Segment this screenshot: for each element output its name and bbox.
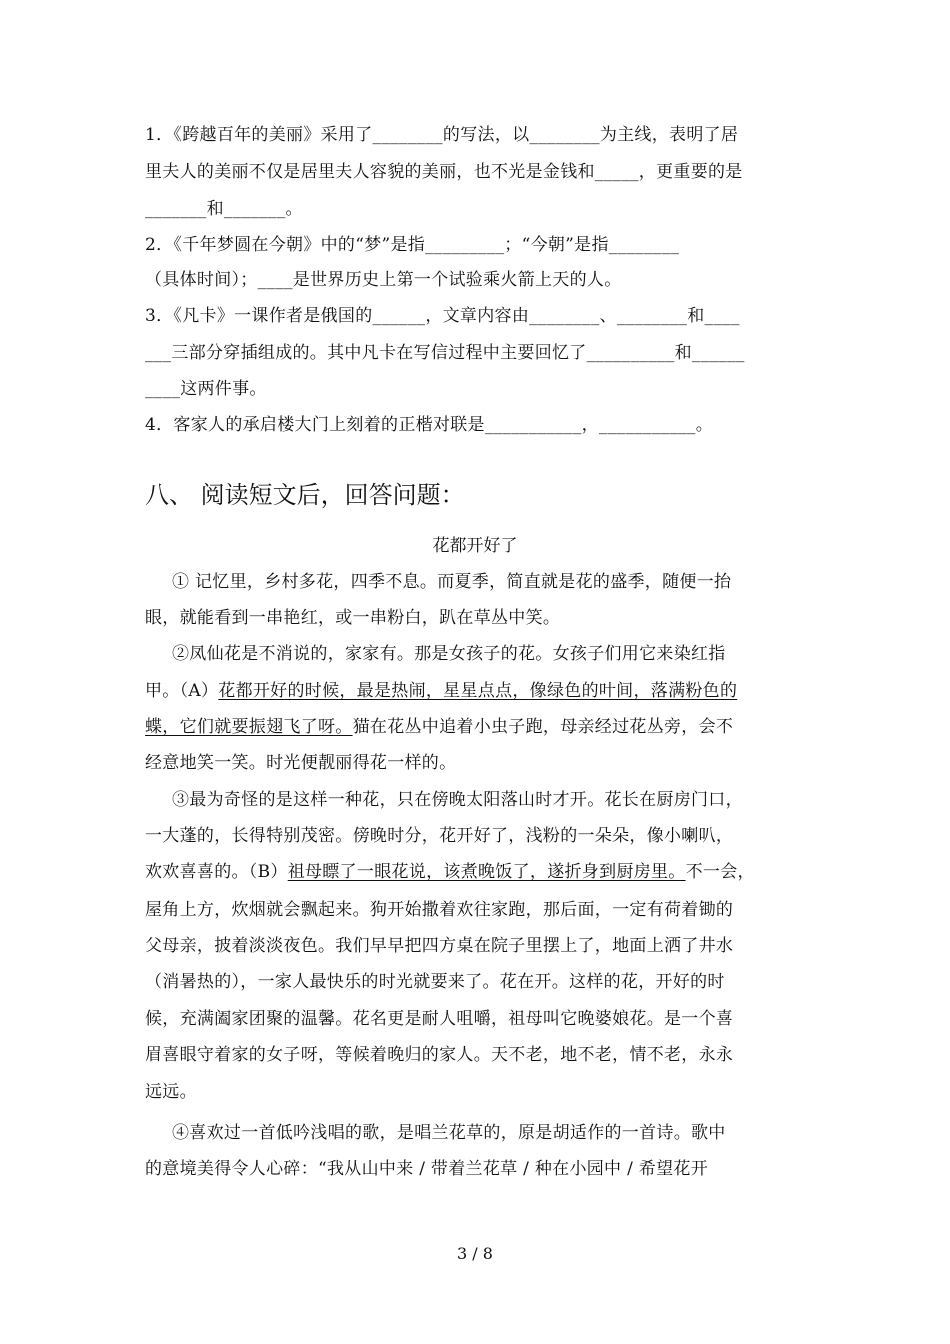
page-number: 3 / 8 xyxy=(457,1244,493,1263)
paragraph-3-line-3-rest: 不一会， xyxy=(685,862,755,882)
question-1-line-3: _______和_______。 xyxy=(145,199,303,219)
underlined-sentence-a-part-1: 花都开好的时候，最是热闹，星星点点，像绿色的叶间，落满粉色的 xyxy=(218,681,738,701)
paragraph-2-line-2 xyxy=(145,680,737,702)
question-1-line-2: 里夫人的美丽不仅是居里夫人容貌的美丽，也不光是金钱和_____，更重要的是 xyxy=(145,162,743,182)
paragraph-2-line-3 xyxy=(145,716,733,738)
paragraph-3-line-8: 眉喜眼守着家的女子呀，等候着晚归的家人。天不老，地不老，情不老，永永 xyxy=(145,1045,734,1065)
paragraph-1-line-1: ① 记忆里，乡村多花，四季不息。而夏季，简直就是花的盛季，随便一抬 xyxy=(172,572,732,592)
question-3-line-2: ___三部分穿插组成的。其中凡卡在写信过程中主要回忆了__________和______ xyxy=(145,343,745,363)
passage-title: 花都开好了 xyxy=(432,536,518,556)
question-2-line-2: （具体时间）；____是世界历史上第一个试验乘火箭上天的人。 xyxy=(145,270,622,290)
paragraph-3-line-7: 候，充满阖家团聚的温馨。花名更是耐人咀嚼，祖母叫它晚婆娘花。是一个喜 xyxy=(145,1009,734,1029)
paragraph-3-line-6: （消暑热的），一家人最快乐的时光就要来了。花在开。这样的花，开好的时 xyxy=(145,972,725,992)
paragraph-4-line-1: ④喜欢过一首低吟浅唱的歌，是唱兰花草的，原是胡适作的一首诗。歌中 xyxy=(172,1123,726,1143)
paragraph-3-line-4: 屋角上方，炊烟就会飘起来。狗开始撒着欢往家跑，那后面，一定有荷着锄的 xyxy=(145,900,734,920)
paragraph-3-line-2: 一大蓬的，长得特别茂密。傍晚时分，花开好了，浅粉的一朵朵，像小喇叭， xyxy=(145,826,734,846)
question-1-line-1: 1．《跨越百年的美丽》采用了________的写法，以________为主线，表明了居 xyxy=(145,125,739,145)
paragraph-4-line-2: 的意境美得令人心碎：“我从山中来 / 带着兰花草 / 种在小园中 / 希望花开 xyxy=(145,1159,708,1179)
question-3-line-3: ____这两件事。 xyxy=(145,379,267,399)
paragraph-3-line-1: ③最为奇怪的是这样一种花，只在傍晚太阳落山时才开。花长在厨房门口， xyxy=(172,790,743,810)
marker-b: 欢欢喜喜的。（B） xyxy=(145,862,288,882)
question-2-line-1: 2．《千年梦圆在今朝》中的“梦”是指_________；“今朝”是指________ xyxy=(145,235,680,255)
paragraph-2-line-1: ②凤仙花是不消说的，家家有。那是女孩子的花。女孩子们用它来染红指 xyxy=(172,644,726,664)
paragraph-3-line-5: 父母亲，披着淡淡夜色。我们早早把四方桌在院子里摆上了，地面上洒了井水 xyxy=(145,936,734,956)
question-3-line-1: 3．《凡卡》一课作者是俄国的______，文章内容由________、________和____ xyxy=(145,306,740,326)
paragraph-2-line-3-rest: 猫在花丛中追着小虫子跑，母亲经过花丛旁，会不 xyxy=(352,717,734,737)
underlined-sentence-b: 祖母瞟了一眼花说，该煮晚饭了，遂折身到厨房里。 xyxy=(287,862,686,882)
paragraph-3-line-3 xyxy=(145,861,755,883)
paragraph-3-line-9: 远远。 xyxy=(145,1082,197,1102)
section-heading: 八、 阅读短文后，回答问题： xyxy=(145,481,465,509)
question-4-line-1: 4．客家人的承启楼大门上刻着的正楷对联是___________，___________。 xyxy=(145,415,714,435)
marker-a: 甲。（A） xyxy=(145,681,219,701)
paragraph-1-line-2: 眼，就能看到一串艳红，或一串粉白，趴在草丛中笑。 xyxy=(145,608,561,628)
paragraph-2-line-4: 经意地笑一笑。时光便靓丽得花一样的。 xyxy=(145,753,457,773)
underlined-sentence-a-part-2: 蝶，它们就要振翅飞了呀。 xyxy=(145,717,353,737)
